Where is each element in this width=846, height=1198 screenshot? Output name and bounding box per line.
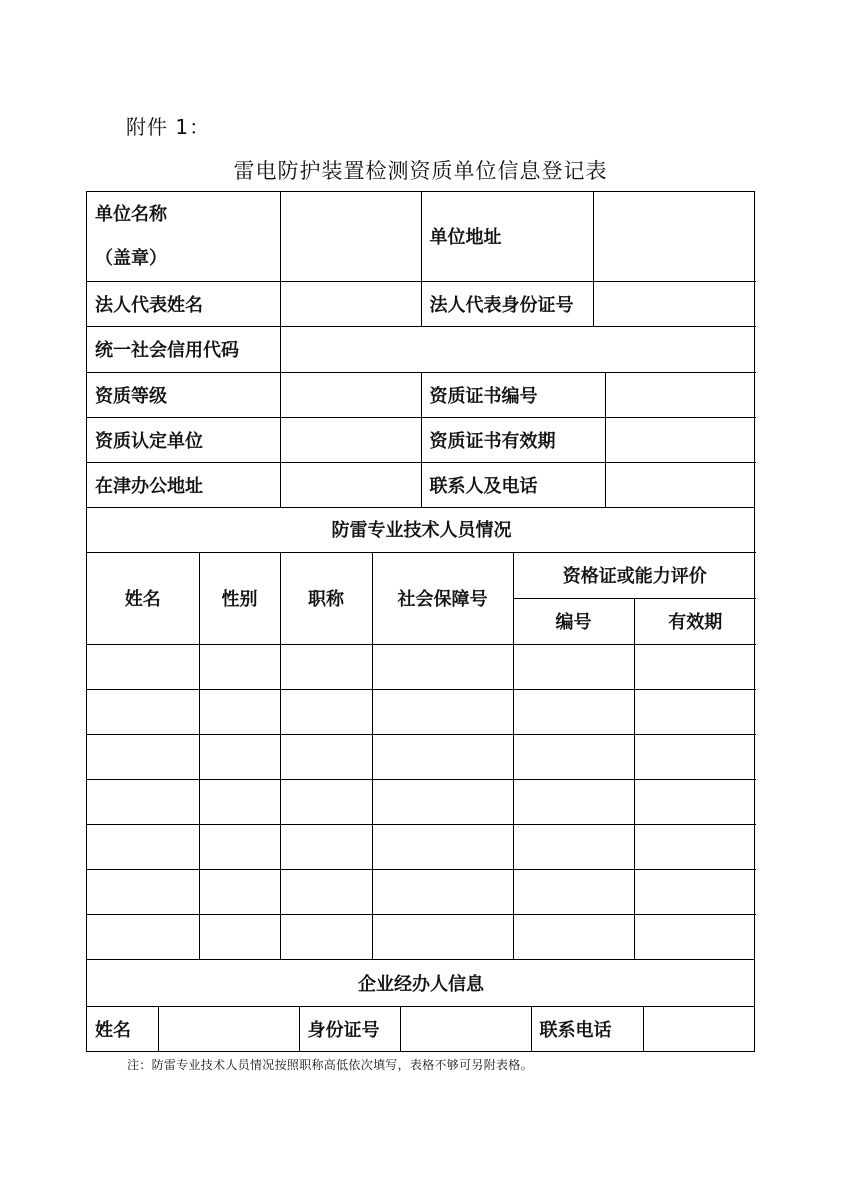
staff-title-cell[interactable] [280,914,372,959]
credit-code-label: 统一社会信用代码 [87,326,280,372]
staff-col-gender: 性别 [199,552,280,644]
unit-info-table [86,191,755,508]
staff-social-security-cell[interactable] [372,689,513,734]
office-address-field[interactable] [280,462,421,507]
form-title: 雷电防护装置检测资质单位信息登记表 [233,159,608,183]
staff-validity-cell[interactable] [634,824,756,869]
staff-social-security-cell[interactable] [372,914,513,959]
certificate-number-field[interactable] [605,372,756,417]
staff-title-cell[interactable] [280,869,372,914]
staff-validity-cell[interactable] [634,869,756,914]
staff-number-cell[interactable] [513,734,634,779]
attachment-label: 附件 1： [126,115,211,139]
contact-phone-field[interactable] [605,462,756,507]
staff-social-security-cell[interactable] [372,734,513,779]
staff-name-cell[interactable] [87,869,199,914]
staff-col-name: 姓名 [87,552,199,644]
staff-number-cell[interactable] [513,914,634,959]
table-row [87,734,756,779]
certifying-unit-label: 资质认定单位 [87,417,280,462]
handler-name-label: 姓名 [87,1006,158,1051]
unit-address-label: 单位地址 [421,192,593,281]
handler-id-field[interactable] [400,1006,531,1051]
staff-col-qualification: 资格证或能力评价 [513,552,756,598]
staff-title-cell[interactable] [280,734,372,779]
staff-social-security-cell[interactable] [372,644,513,689]
office-address-label: 在津办公地址 [87,462,280,507]
staff-name-cell[interactable] [87,689,199,734]
certifying-unit-field[interactable] [280,417,421,462]
table-row [87,644,756,689]
staff-gender-cell[interactable] [199,824,280,869]
table-row [87,914,756,959]
staff-gender-cell[interactable] [199,689,280,734]
legal-rep-name-field[interactable] [280,281,421,326]
handler-name-field[interactable] [158,1006,299,1051]
staff-title-cell[interactable] [280,689,372,734]
contact-phone-label: 联系人及电话 [421,462,605,507]
seal-text: （盖章） [95,248,167,270]
staff-name-cell[interactable] [87,734,199,779]
certificate-validity-label: 资质证书有效期 [421,417,605,462]
staff-section-title: 防雷专业技术人员情况 [87,506,756,552]
table-row [87,689,756,734]
certificate-number-label: 资质证书编号 [421,372,605,417]
staff-name-cell[interactable] [87,824,199,869]
staff-title-cell[interactable] [280,644,372,689]
unit-name-field[interactable] [280,192,421,281]
staff-name-cell[interactable] [87,644,199,689]
staff-gender-cell[interactable] [199,644,280,689]
staff-validity-cell[interactable] [634,779,756,824]
staff-col-validity: 有效期 [634,598,756,644]
qualification-level-label: 资质等级 [87,372,280,417]
staff-gender-cell[interactable] [199,914,280,959]
legal-rep-id-label: 法人代表身份证号 [421,281,593,326]
table-row [87,824,756,869]
staff-social-security-cell[interactable] [372,824,513,869]
staff-col-title: 职称 [280,552,372,644]
staff-social-security-cell[interactable] [372,779,513,824]
table-row [87,779,756,824]
footer-note: 注：防雷专业技术人员情况按照职称高低依次填写，表格不够可另附表格。 [127,1058,533,1072]
qualification-level-field[interactable] [280,372,421,417]
staff-number-cell[interactable] [513,689,634,734]
handler-phone-label: 联系电话 [531,1006,643,1051]
handler-id-label: 身份证号 [299,1006,400,1051]
staff-validity-cell[interactable] [634,914,756,959]
unit-name-label [87,192,280,281]
staff-title-cell[interactable] [280,824,372,869]
certificate-validity-field[interactable] [605,417,756,462]
handler-table [86,960,755,1052]
legal-rep-name-label: 法人代表姓名 [87,281,280,326]
staff-number-cell[interactable] [513,824,634,869]
staff-name-cell[interactable] [87,914,199,959]
staff-validity-cell[interactable] [634,734,756,779]
staff-name-cell[interactable] [87,779,199,824]
table-row [87,869,756,914]
staff-table [86,506,755,960]
staff-validity-cell[interactable] [634,644,756,689]
handler-phone-field[interactable] [643,1006,755,1051]
handler-section-title: 企业经办人信息 [87,960,755,1006]
staff-col-social-security: 社会保障号 [372,552,513,644]
staff-gender-cell[interactable] [199,869,280,914]
staff-gender-cell[interactable] [199,779,280,824]
staff-title-cell[interactable] [280,779,372,824]
staff-social-security-cell[interactable] [372,869,513,914]
legal-rep-id-field[interactable] [593,281,756,326]
staff-number-cell[interactable] [513,779,634,824]
credit-code-field[interactable] [280,326,756,372]
staff-gender-cell[interactable] [199,734,280,779]
unit-address-field[interactable] [593,192,756,281]
unit-name-text: 单位名称 [95,204,167,226]
staff-number-cell[interactable] [513,644,634,689]
staff-validity-cell[interactable] [634,689,756,734]
staff-number-cell[interactable] [513,869,634,914]
staff-col-number: 编号 [513,598,634,644]
